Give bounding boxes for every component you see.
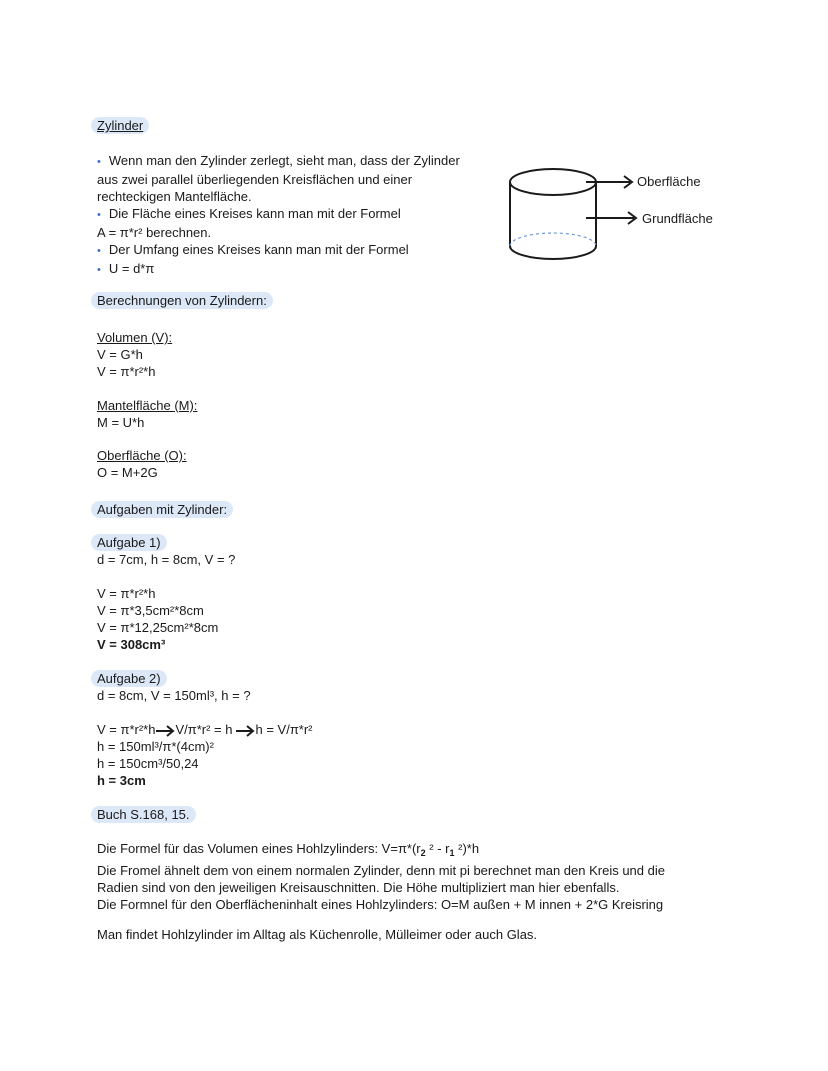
aufgabe2-step1 xyxy=(97,721,313,738)
oberflaeche-formula: O = M+2G xyxy=(97,465,158,480)
aufgabe2-block xyxy=(97,670,313,789)
cylinder-top-ellipse xyxy=(510,169,596,195)
mantel-block xyxy=(97,397,197,431)
mantel-formula: M = U*h xyxy=(97,415,145,430)
section-heading: Aufgaben mit Zylinder: xyxy=(91,501,233,518)
aufgaben-heading-block xyxy=(97,501,233,518)
aufgabe2-given: d = 8cm, V = 150ml³, h = ? xyxy=(97,688,251,703)
intro-line3: rechteckigen Mantelfläche. xyxy=(97,189,252,204)
aufgabe1-step1: V = π*r²*h xyxy=(97,586,156,601)
aufgabe2-step3: h = 150cm³/50,24 xyxy=(97,756,199,771)
aufgabe1-given: d = 7cm, h = 8cm, V = ? xyxy=(97,552,236,567)
mantel-title: Mantelfläche (M): xyxy=(97,398,198,413)
right-arrow-icon xyxy=(155,725,175,737)
buch-formula-pre: Die Formel für das Volumen eines Hohlzylinders: V=π*(r xyxy=(97,841,421,856)
right-arrow-icon xyxy=(235,725,255,737)
aufgabe1-step3: V = π*12,25cm²*8cm xyxy=(97,620,219,635)
cylinder-bottom-front xyxy=(510,246,596,259)
bullet-icon: • xyxy=(97,156,101,168)
buch-formula-sub1: 1 xyxy=(449,848,455,858)
buch-formula-sub2: 2 xyxy=(420,848,426,858)
aufgabe2-step1-b: V/π*r² = h xyxy=(175,722,233,737)
buch-heading-block xyxy=(97,806,196,823)
figure-label-oberflaeche: Oberfläche xyxy=(637,174,701,189)
figure-label-grundflaeche: Grundfläche xyxy=(642,211,713,226)
volumen-title: Volumen (V): xyxy=(97,330,173,345)
closing-paragraph: Man findet Hohlzylinder im Alltag als Küchenrolle, Mülleimer oder auch Glas. xyxy=(97,927,538,942)
aufgabe2-step2: h = 150ml³/π*(4cm)² xyxy=(97,739,214,754)
aufgabe2-step1-c: h = V/π*r² xyxy=(255,722,313,737)
intro-block xyxy=(97,152,460,279)
intro-line4: Die Fläche eines Kreises kann man mit der Formel xyxy=(108,206,401,221)
intro-line5: A = π*r² berechnen. xyxy=(97,225,212,240)
buch-formula-post: ²)*h xyxy=(454,841,480,856)
aufgabe1-block xyxy=(97,534,235,653)
intro-line2: aus zwei parallel überliegenden Kreisflächen und einer xyxy=(97,172,413,187)
section-heading: Berechnungen von Zylindern: xyxy=(91,292,273,309)
aufgabe2-title: Aufgabe 2) xyxy=(91,670,167,687)
buch-paragraph-2: Die Fromel ähnelt dem von einem normalen Zylinder, denn mit pi berechnet man den Kreis und die xyxy=(97,863,665,878)
buch-paragraph-4: Die Formnel für den Oberflächeninhalt eines Hohlzylinders: O=M außen + M innen + 2*G Kreisring xyxy=(97,897,664,912)
intro-line1: Wenn man den Zylinder zerlegt, sieht man, dass der Zylinder xyxy=(108,153,460,168)
bullet-icon: • xyxy=(97,245,101,257)
aufgabe1-step2: V = π*3,5cm²*8cm xyxy=(97,603,204,618)
berechnungen-heading-block xyxy=(97,292,273,309)
buch-formula-mid: ² - r xyxy=(425,841,450,856)
intro-line7: U = d*π xyxy=(108,261,155,276)
oberflaeche-block xyxy=(97,447,187,481)
bullet-icon: • xyxy=(97,264,101,276)
bullet-icon: • xyxy=(97,209,101,221)
section-heading: Buch S.168, 15. xyxy=(91,806,196,823)
cylinder-figure xyxy=(500,160,740,270)
aufgabe2-result: h = 3cm xyxy=(97,773,146,788)
volumen-formula-2: V = π*r²*h xyxy=(97,364,156,379)
volumen-block xyxy=(97,329,172,380)
aufgabe2-step1-a: V = π*r²*h xyxy=(97,722,156,737)
volumen-formula-1: V = G*h xyxy=(97,347,143,362)
buch-text-block xyxy=(97,840,665,913)
buch-paragraph-3: Radien sind von den jeweiligen Kreisauschnitten. Die Höhe multipliziert man hier ebenfalls. xyxy=(97,880,620,895)
buch-formula-line xyxy=(97,840,665,862)
intro-line6: Der Umfang eines Kreises kann man mit der Formel xyxy=(108,242,409,257)
cylinder-bottom-back xyxy=(510,233,596,246)
title-block xyxy=(97,117,149,134)
oberflaeche-title: Oberfläche (O): xyxy=(97,448,187,463)
aufgabe1-title: Aufgabe 1) xyxy=(91,534,167,551)
aufgabe1-result: V = 308cm³ xyxy=(97,637,166,652)
page-title: Zylinder xyxy=(91,117,149,134)
